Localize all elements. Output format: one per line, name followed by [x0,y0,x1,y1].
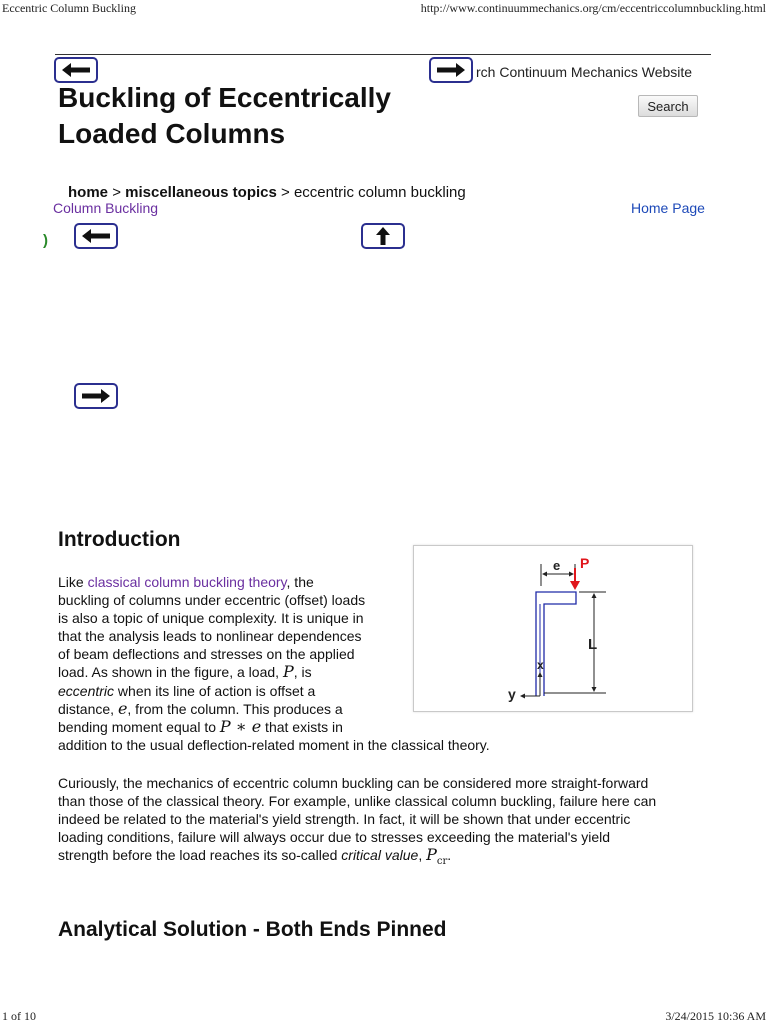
text: , is [293,664,312,681]
math-e: e [117,698,128,718]
text: load. As shown in the figure, a load, [58,664,283,681]
text: Curiously, the mechanics of eccentric column buckling can be considered more straight-forward [58,775,649,791]
page-title-line1: Buckling of Eccentrically [58,82,391,113]
text: indeed be related to the material's yield strength. In fact, it will be shown that under eccentric [58,811,631,828]
right-arrow-icon [80,388,112,404]
dim-arrowhead [569,572,574,577]
breadcrumb-current: eccentric column buckling [293,184,466,201]
column-diagram [414,546,692,711]
breadcrumb-separator: > [112,184,121,201]
text: bending moment equal to [58,718,220,735]
breadcrumb-separator: > [281,184,290,201]
label-y: y [508,686,516,702]
math-P: P [426,845,437,865]
eccentric-column-figure [413,545,693,712]
text: buckling of columns under eccentric (offset) loads [58,592,366,609]
text: strength before the load reaches its so-called [58,847,342,864]
up-arrow-icon [375,226,391,246]
math-P: P [282,662,294,682]
left-arrow-icon [80,228,112,244]
page-count: 1 of 10 [2,1009,36,1023]
forward-arrow-button[interactable] [429,57,473,83]
text: Like [58,574,88,590]
page-title-line2: Loaded Columns [58,118,286,149]
eccentric-column-outline [536,592,576,696]
text: . [447,847,452,864]
label-e: e [553,558,561,573]
y-axis-arrowhead [520,694,525,699]
math-subscript-cr: cr [436,856,448,868]
text: , the [286,574,314,590]
text: is also a topic of unique complexity. It is unique in [58,610,364,627]
home-page-link[interactable]: Home Page [631,200,705,216]
dim-arrowhead [592,687,597,692]
math-P-times-e: P ∗ e [219,716,262,736]
prev-arrow-button[interactable] [74,223,118,249]
print-timestamp: 3/24/2015 10:36 AM [665,1009,766,1023]
intro-paragraph-2 [58,774,758,871]
breadcrumb [68,184,466,201]
label-L: L [588,636,598,653]
text: distance, [58,700,118,717]
print-header-url: http://www.continuummechanics.org/cm/eccentriccolumnbuckling.html [420,1,766,15]
left-edge-mark: ) [43,232,48,249]
label-P: P [580,555,590,571]
text: of beam deflections and stresses on the applied [58,646,355,663]
left-arrow-icon [60,62,92,78]
text: when its line of action is offset a [114,682,316,699]
dim-arrowhead [542,572,547,577]
up-arrow-button[interactable] [361,223,405,249]
next-arrow-button[interactable] [74,383,118,409]
breadcrumb-topics[interactable]: miscellaneous topics [125,184,277,201]
text: , [418,847,427,864]
dim-arrowhead [592,593,597,598]
right-arrow-icon [435,62,467,78]
page-title [58,80,391,152]
emphasis-critical-value: critical value [341,847,419,864]
analytical-solution-heading: Analytical Solution - Both Ends Pinned [58,918,447,941]
breadcrumb-home[interactable]: home [68,184,109,201]
top-rule [55,54,711,55]
prev-page-link[interactable]: Column Buckling [53,200,159,216]
print-header-title: Eccentric Column Buckling [2,1,136,15]
x-axis-arrowhead [538,672,543,677]
search-button[interactable]: Search [638,95,698,117]
text: loading conditions, failure will always occur due to stresses exceeding the material's yield [58,829,611,846]
classical-buckling-link[interactable]: classical column buckling theory [87,574,287,590]
load-arrow-head [570,581,580,590]
text: addition to the usual deflection-related moment in the classical theory. [58,736,490,753]
text: than those of the classical theory. For example, unlike classical column buckling, failure here can [58,793,657,810]
text: that exists in [261,718,343,735]
text: that the analysis leads to nonlinear dependences [58,628,362,645]
introduction-heading: Introduction [58,528,181,551]
text: , from the column. This produces a [127,700,343,717]
emphasis-eccentric: eccentric [58,682,115,699]
label-x: x [537,658,544,672]
search-site-text: rch Continuum Mechanics Website [476,64,693,80]
